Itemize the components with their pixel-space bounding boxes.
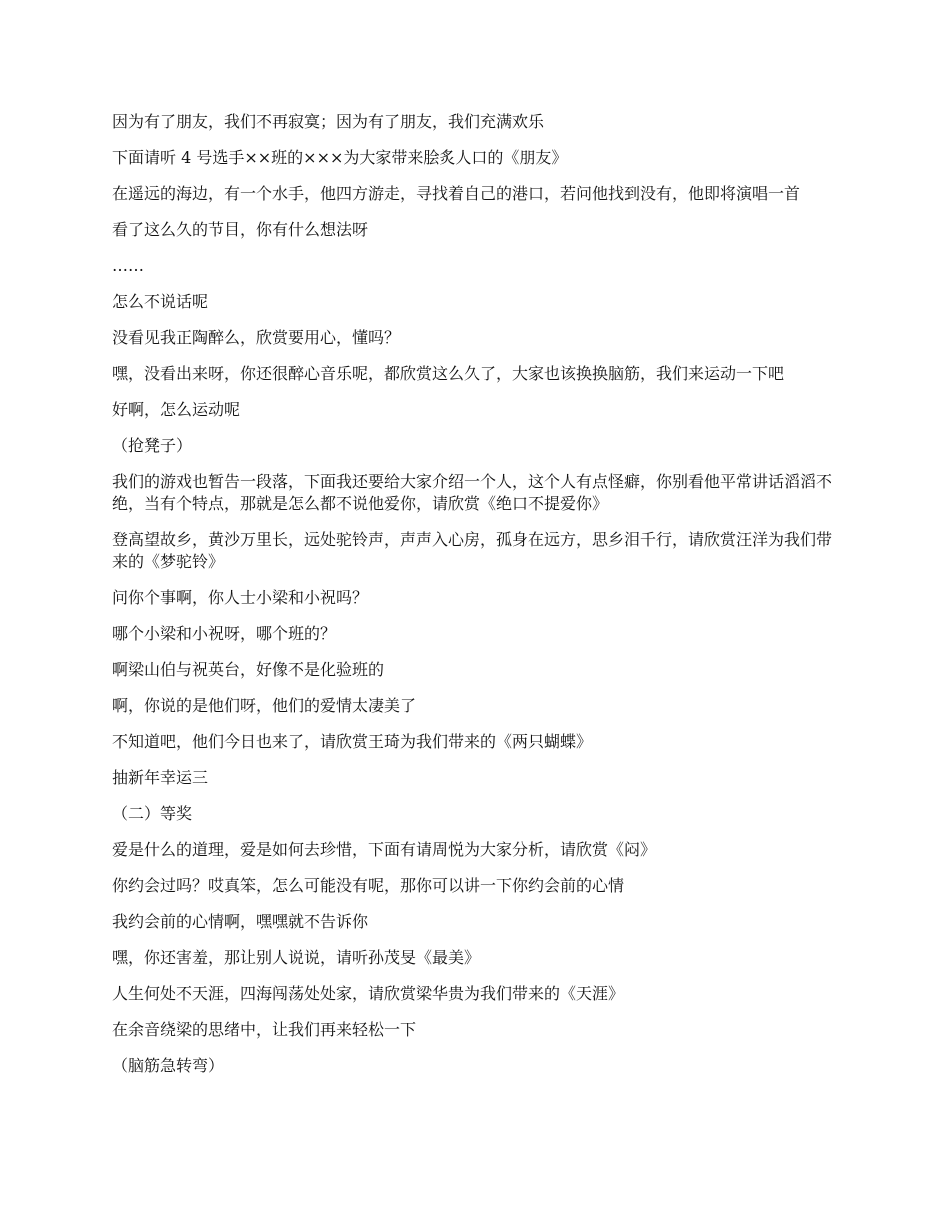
- paragraph: 爱是什么的道理，爱是如何去珍惜，下面有请周悦为大家分析，请欣赏《闷》: [112, 840, 657, 859]
- paragraph: 不知道吧，他们今日也来了，请欣赏王琦为我们带来的《两只蝴蝶》: [112, 732, 593, 751]
- paragraph: 人生何处不天涯，四海闯荡处处家，请欣赏梁华贵为我们带来的《天涯》: [112, 984, 625, 1003]
- paragraph: （二）等奖: [112, 804, 193, 823]
- paragraph: 你约会过吗？哎真笨，怎么可能没有呢，那你可以讲一下你约会前的心情: [112, 876, 625, 895]
- paragraph: 问你个事啊，你人士小梁和小祝吗？: [112, 588, 369, 607]
- paragraph: 啊，你说的是他们呀，他们的爱情太凄美了: [112, 696, 417, 715]
- paragraph: 在余音绕梁的思绪中，让我们再来轻松一下: [112, 1020, 417, 1039]
- paragraph: 没看见我正陶醉么，欣赏要用心，懂吗？: [112, 328, 401, 347]
- paragraph: 因为有了朋友，我们不再寂寞；因为有了朋友，我们充满欢乐: [112, 112, 545, 131]
- paragraph: 嘿，没看出来呀，你还很醉心音乐呢，都欣赏这么久了，大家也该换换脑筋，我们来运动一下吧: [112, 364, 785, 383]
- paragraph: 抽新年幸运三: [112, 768, 209, 787]
- paragraph: （脑筋急转弯）: [112, 1056, 225, 1075]
- paragraph: （抢凳子）: [112, 436, 193, 455]
- paragraph: 我们的游戏也暂告一段落，下面我还要给大家介绍一个人，这个人有点怪癖，你别看他平常讲话滔滔不绝，当有个特点，那就是怎么都不说他爱你，请欣赏《绝口不提爱你》: [112, 472, 833, 513]
- paragraph: 啊梁山伯与祝英台，好像不是化验班的: [112, 660, 385, 679]
- paragraph: 好啊，怎么运动呢: [112, 400, 241, 419]
- document-body: [112, 111, 842, 1091]
- paragraph: ……: [112, 256, 144, 275]
- paragraph: 嘿，你还害羞，那让别人说说，请听孙茂旻《最美》: [112, 948, 481, 967]
- paragraph: 我约会前的心情啊，嘿嘿就不告诉你: [112, 912, 369, 931]
- paragraph: 怎么不说话呢: [112, 292, 209, 311]
- paragraph: 登高望故乡，黄沙万里长，远处驼铃声，声声入心房，孤身在远方，思乡泪千行，请欣赏汪洋为我们带来的《梦驼铃》: [112, 530, 833, 571]
- paragraph: 看了这么久的节目，你有什么想法呀: [112, 220, 369, 239]
- paragraph: 在遥远的海边，有一个水手，他四方游走，寻找着自己的港口，若问他找到没有，他即将演唱一首: [112, 184, 801, 203]
- paragraph: 下面请听 4 号选手××班的×××为大家带来脍炙人口的《朋友》: [112, 148, 568, 167]
- paragraph: 哪个小梁和小祝呀，哪个班的？: [112, 624, 337, 643]
